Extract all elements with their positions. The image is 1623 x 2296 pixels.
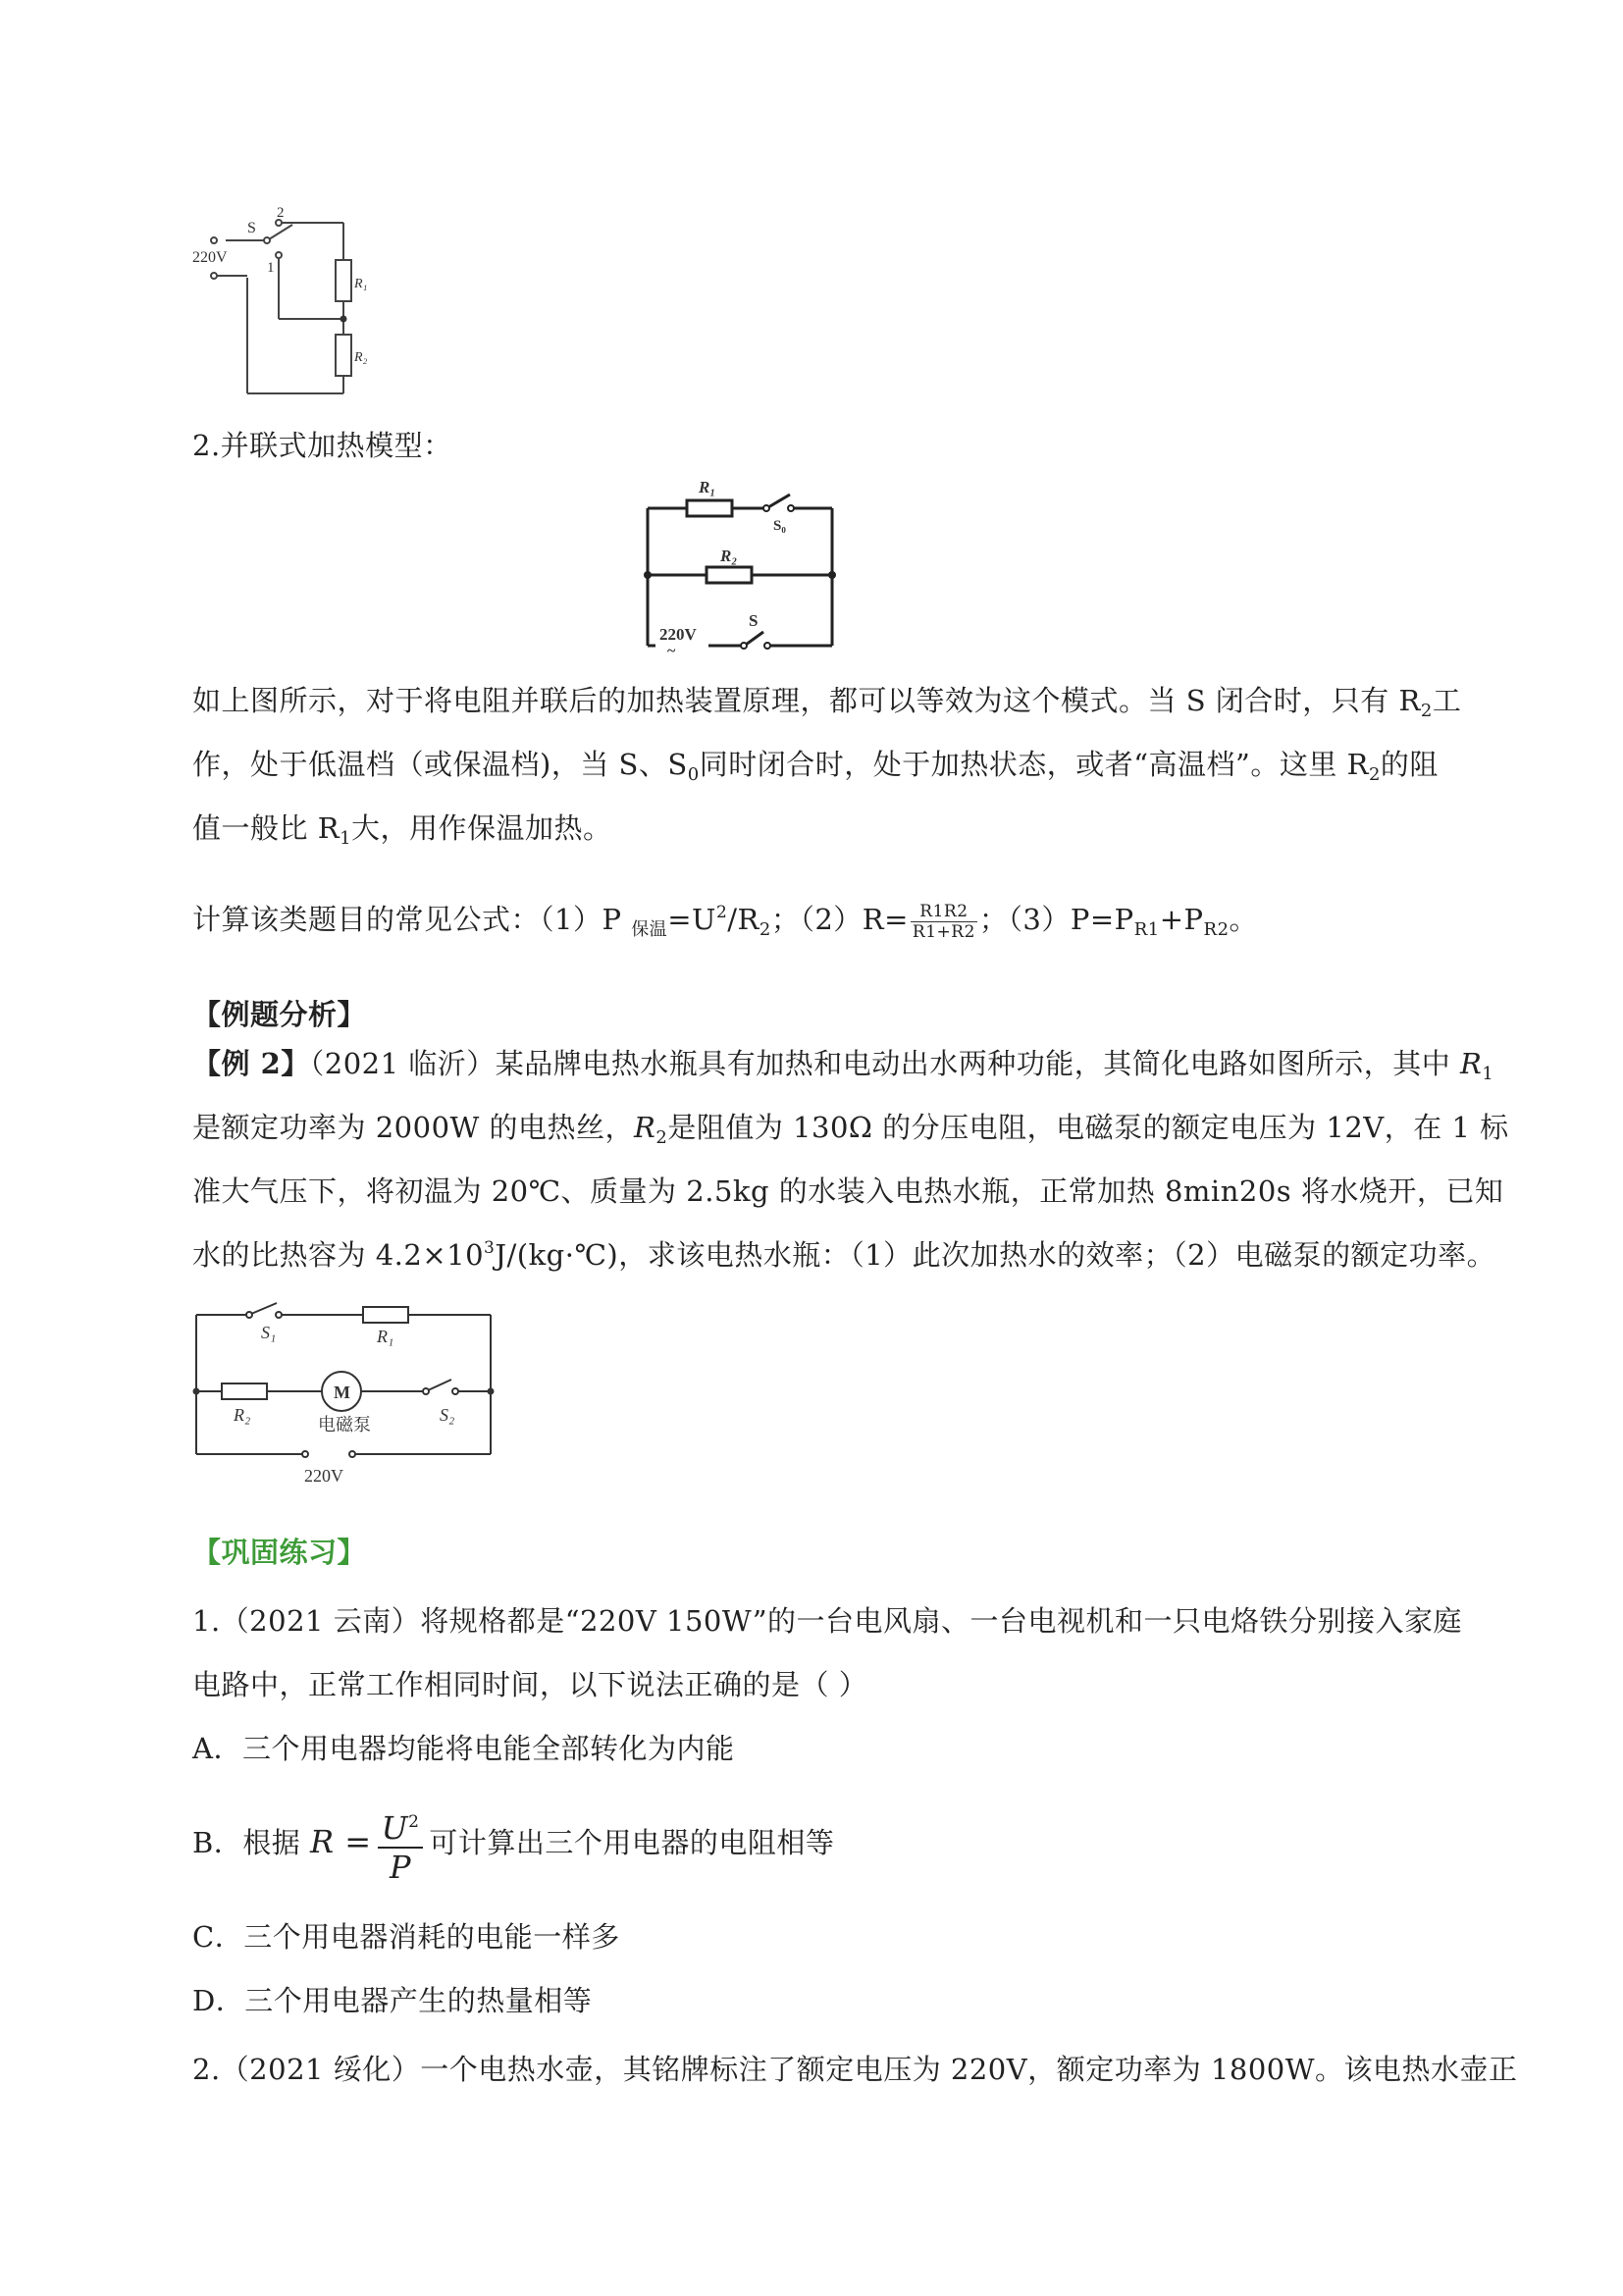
question-1-line-1: 1.（2021 云南）将规格都是“220V 150W”的一台电风扇、一台电视机和一只电烙铁分别接入家庭 [192,1604,1463,1638]
parallel-circuit-diagram [638,473,844,659]
circuit3-pump-label: 电磁泵 [318,1415,371,1435]
circuit1-pos1: 1 [267,260,275,276]
series-circuit-diagram [186,201,383,402]
question-1-option-a: A．三个用电器均能将电能全部转化为内能 [192,1732,735,1765]
circuit1-pos2: 2 [277,205,285,221]
circuit1-voltage: 220V [192,249,228,266]
circuit1-r1: R₁ [354,277,368,291]
example-line-2: 是额定功率为 2000W 的电热丝，$R_2$是阻值为 130Ω 的分压电阻，电磁泵的额定电压为 12V，在 1 标 [192,1111,1509,1148]
question-2-line-1: 2.（2021 绥化）一个电热水壶，其铭牌标注了额定电压为 220V，额定功率为 1800W。该电热水壶正 [192,2053,1518,2086]
circuit3-voltage: 220V [304,1466,343,1486]
parallel-resistance-fraction: $\frac{R1R2}{R1+R2}$ [912,901,975,942]
svg-text:~: ~ [667,643,676,659]
example-line-4: 水的比热容为 $4.2\times 10^3J/(kg\cdot℃)$，求该电热水瓶：（1）此次加热水的效率；（2）电磁泵的额定功率。 [192,1238,1496,1272]
circuit3-s1: S₁ [261,1323,277,1342]
circuit3-r2: R₂ [234,1405,251,1425]
circuit2-s0: S₀ [773,518,786,534]
circuit3-motor: M [334,1383,350,1402]
circuit2-r2: R₂ [720,547,738,565]
section-2-title: 2.并联式加热模型： [192,429,452,462]
question-1-option-b: B．根据 R = $\frac{U^2}{P}$ 可计算出三个用电器的电阻相等 [192,1803,834,1886]
circuit2-voltage: 220V [659,625,697,644]
question-1-option-d: D．三个用电器产生的热量相等 [192,1984,593,2017]
circuit2-s: S [749,611,759,630]
example-line-1: 【例 2】（2021 临沂）某品牌电热水瓶具有加热和电动出水两种功能，其简化电路如图所示，其中 $R_1$ [192,1047,1494,1084]
question-1-option-c: C．三个用电器消耗的电能一样多 [192,1920,620,1954]
paragraph-line-2: 作，处于低温档（或保温档)，当 S、$S_0$同时闭合时，处于加热状态，或者“高温档”。这里 $R_2$的阻 [192,748,1439,785]
paragraph-line-3: 值一般比 $R_1$大，用作保温加热。 [192,811,612,849]
practice-header: 【巩固练习】 [192,1536,367,1569]
example-header: 【例题分析】 [192,998,367,1031]
circuit3-s2: S₂ [440,1405,455,1425]
formula-line: 计算该类题目的常见公式：（1）P $_{保温}=U^2/R_2$；（2）R= $\frac{R1R2}{R1+R2}$ ；$(3)P=P_{R1}+P_{R2}$。 [192,901,1259,942]
circuit2-r1: R₁ [699,478,716,496]
circuit1-r2: R₂ [354,350,368,365]
question-1-line-2: 电路中，正常工作相同时间，以下说法正确的是（ ） [192,1668,868,1701]
power-resistance-fraction: $\frac{U^2}{P}$ [378,1803,424,1886]
circuit1-switch-label: S [247,220,256,236]
circuit3-r1: R₁ [377,1327,394,1346]
example-line-3: 准大气压下，将初温为 20℃、质量为 2.5kg 的水装入电热水瓶，正常加热 8min20s 将水烧开，已知 [192,1174,1504,1208]
kettle-circuit-diagram [186,1293,500,1489]
paragraph-line-1: 如上图所示，对于将电阻并联后的加热装置原理，都可以等效为这个模式。当 S 闭合时，只有 $R_2$工 [192,684,1462,721]
